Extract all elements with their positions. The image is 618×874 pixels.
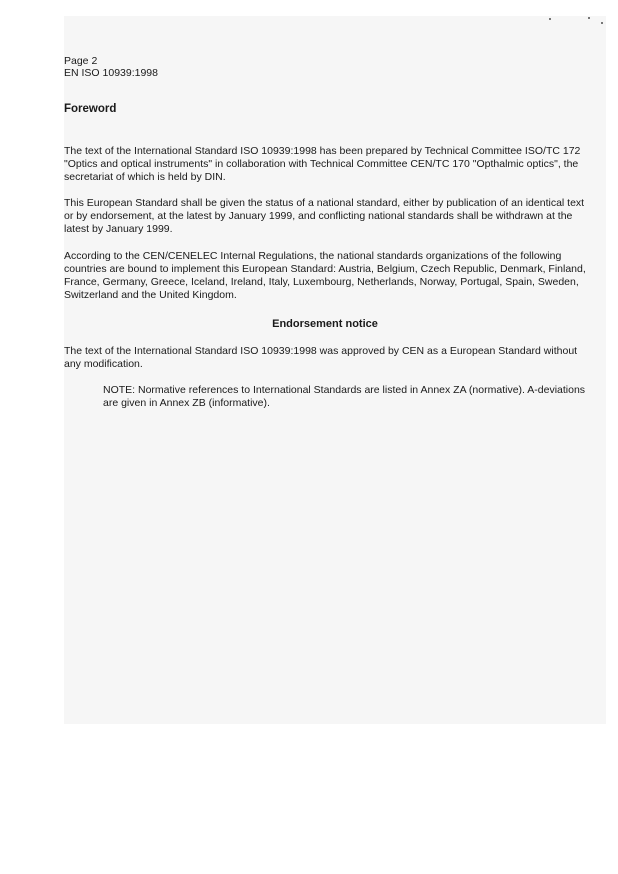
normative-note: NOTE: Normative references to International Standards are listed in Annex ZA (normative). A-deviations are given in Annex ZB (informative). [103,384,586,409]
foreword-paragraph-2: This European Standard shall be given the status of a national standard, either by publication of an identical text or by endorsement, at the latest by January 1999, and conflicting national standards shall be withdrawn at the latest by January 1999. [64,197,585,235]
page-header [64,55,158,79]
foreword-paragraph-3: According to the CEN/CENELEC Internal Regulations, the national standards organizations of the following countries are bound to implement this European Standard: Austria, Belgium, Czech Republic, Denmark, Finland, France, Germany, Greece, Iceland, Ireland, Italy, Luxembourg, Netherlands, Norway, Portugal, Spain, Sweden, Switzerland and the United Kingdom. [64,250,586,301]
scan-speck [588,17,590,19]
endorsement-paragraph: The text of the International Standard ISO 10939:1998 was approved by CEN as a European Standard without any modification. [64,345,578,370]
foreword-paragraph-1: The text of the International Standard ISO 10939:1998 has been prepared by Technical Committee ISO/TC 172 "Optics and optical instruments" in collaboration with Technical Committee CEN/TC 170 "Opthalmic optics", the secretariat of which is held by DIN. [64,145,581,183]
foreword-heading: Foreword [64,103,117,115]
scan-speck [549,18,551,20]
endorsement-heading: Endorsement notice [272,318,378,330]
standard-id: EN ISO 10939:1998 [64,67,158,79]
page-number: Page 2 [64,55,98,67]
scan-speck [601,22,603,24]
